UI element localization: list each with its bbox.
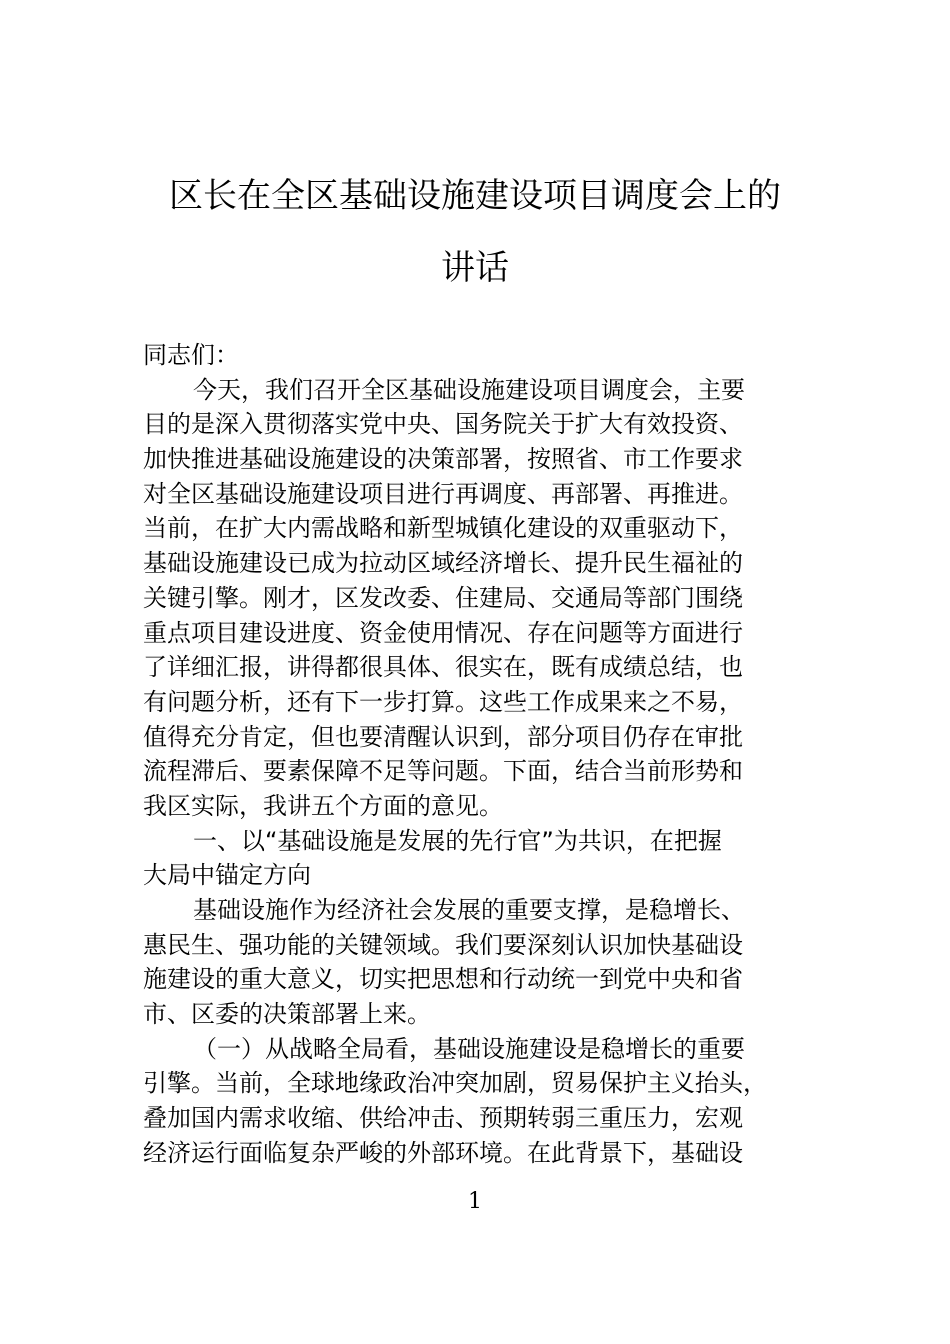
document-body <box>143 338 813 1171</box>
paragraph-line: 值得充分肯定，但也要清醒认识到，部分项目仍存在审批 <box>143 722 743 751</box>
paragraph-line: 关键引擎。刚才，区发改委、住建局、交通局等部门围绕 <box>143 583 743 612</box>
section-heading-line: 一、以“基础设施是发展的先行官”为共识，在把握 <box>193 826 722 855</box>
document-title-line-1: 区长在全区基础设施建设项目调度会上的 <box>169 176 781 216</box>
paragraph-line: 流程滞后、要素保障不足等问题。下面，结合当前形势和 <box>143 757 743 786</box>
paragraph-line: 基础设施作为经济社会发展的重要支撑，是稳增长、 <box>193 896 745 924</box>
paragraph-line: 施建设的重大意义，切实把思想和行动统一到党中央和省 <box>143 965 743 994</box>
page-number: 1 <box>468 1189 482 1214</box>
section-heading-line: 大局中锚定方向 <box>143 861 311 890</box>
paragraph-line: 叠加国内需求收缩、供给冲击、预期转弱三重压力，宏观 <box>143 1104 743 1133</box>
paragraph-line: 重点项目建设进度、资金使用情况、存在问题等方面进行 <box>143 618 743 647</box>
paragraph-line: 惠民生、强功能的关键领域。我们要深刻认识加快基础设 <box>143 930 743 959</box>
paragraph-line: （一）从战略全局看，基础设施建设是稳增长的重要 <box>193 1034 745 1063</box>
paragraph-line: 经济运行面临复杂严峻的外部环境。在此背景下，基础设 <box>143 1138 743 1167</box>
paragraph-line: 我区实际，我讲五个方面的意见。 <box>143 791 503 820</box>
paragraph-line: 对全区基础设施建设项目进行再调度、再部署、再推进。 <box>143 479 743 508</box>
paragraph-line: 今天，我们召开全区基础设施建设项目调度会，主要 <box>193 375 745 404</box>
paragraph-line: 加快推进基础设施建设的决策部署，按照省、市工作要求 <box>143 445 743 474</box>
paragraph-line: 引擎。当前，全球地缘政治冲突加剧，贸易保护主义抬头， <box>143 1069 767 1098</box>
paragraph-line: 基础设施建设已成为拉动区域经济增长、提升民生福祉的 <box>143 549 743 578</box>
paragraph-line: 目的是深入贯彻落实党中央、国务院关于扩大有效投资、 <box>143 410 743 439</box>
paragraph-line: 当前，在扩大内需战略和新型城镇化建设的双重驱动下， <box>143 514 743 543</box>
paragraph-line: 了详细汇报，讲得都很具体、很实在，既有成绩总结，也 <box>143 653 743 682</box>
salutation: 同志们： <box>143 341 239 369</box>
document-title-line-2: 讲话 <box>441 248 509 288</box>
paragraph-line: 市、区委的决策部署上来。 <box>143 1000 431 1029</box>
paragraph-line: 有问题分析，还有下一步打算。这些工作成果来之不易， <box>143 687 743 716</box>
